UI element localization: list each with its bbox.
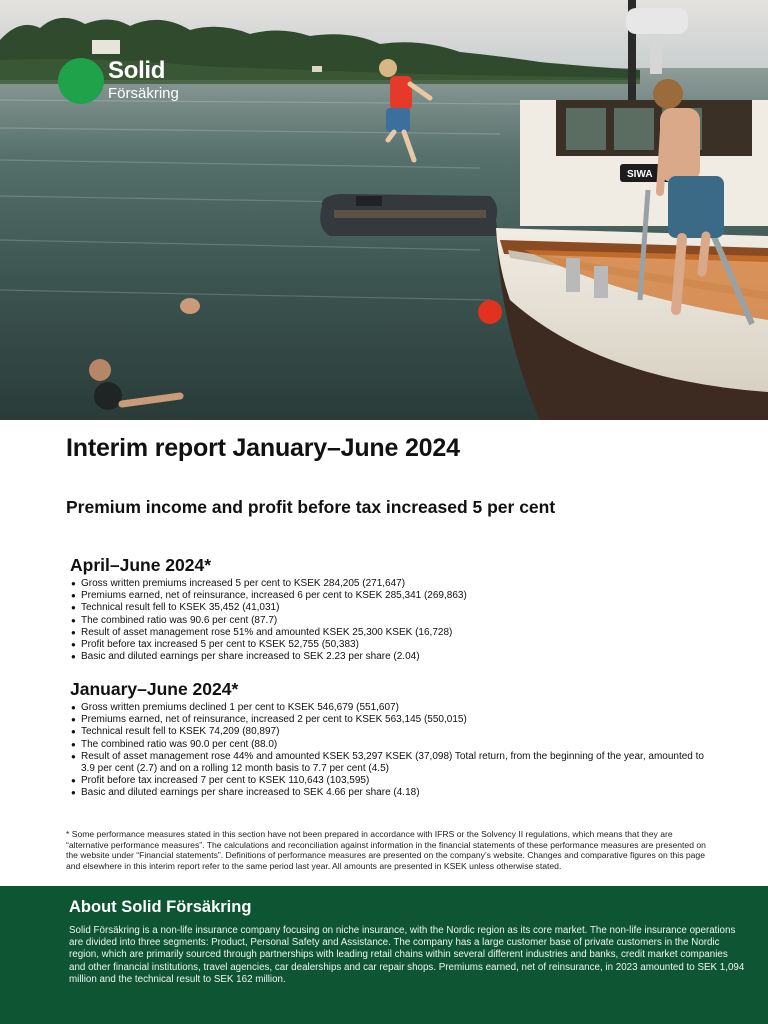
list-item: ● The combined ratio was 90.6 per cent (87.7)	[71, 615, 711, 627]
list-item: ● Basic and diluted earnings per share increased to SEK 2.23 per share (2.04)	[71, 651, 711, 663]
logo-subtitle: Försäkring	[108, 85, 179, 102]
list-item: ● Technical result fell to KSEK 74,209 (80,897)	[71, 726, 711, 738]
section-heading: April–June 2024*	[70, 555, 212, 575]
boat-name-plate: SIWA	[627, 169, 653, 180]
list-item: ● Technical result fell to KSEK 35,452 (41,031)	[71, 602, 711, 614]
solid-logo	[58, 58, 248, 108]
logo-circle-icon	[58, 58, 104, 104]
section-january-june	[71, 679, 711, 800]
buoy	[478, 300, 502, 324]
report-headline: Premium income and profit before tax increased 5 per cent	[66, 497, 556, 517]
list-item: ● Result of asset management rose 51% and amounted KSEK 25,300 KSEK (16,728)	[71, 627, 711, 639]
bullet-list	[71, 702, 711, 800]
report-title: Interim report January–June 2024	[66, 434, 460, 462]
section-heading: January–June 2024*	[70, 679, 239, 699]
logo-wordmark: Solid	[108, 57, 166, 84]
list-item: ● Result of asset management rose 44% and amounted KSEK 53,297 KSEK (37,098) Total return, from the beginning of the year, amounted to 3.9 per cent (2.7) and on a rolling 12 month basis to 7.7 per cent (4.5)	[71, 751, 711, 775]
footnote: * Some performance measures stated in this section have not been prepared in accordance with IFRS or the Solvency II regulations, which means that they are “alternative performance measures”. The calculations and reconciliation against information in the financial statements of these performance measures are presented on the website under “Financial statements”. Definitions of performance measures are presented on the company’s website. Changes and comparative figures on this page and elsewhere in this interim report refer to the same period last year. All amounts are presented in KSEK unless otherwise stated.	[66, 829, 706, 871]
list-item: ● Gross written premiums declined 1 per cent to KSEK 546,679 (551,607)	[71, 702, 711, 714]
about-panel	[0, 886, 768, 1024]
about-body: Solid Försäkring is a non-life insurance company focusing on niche insurance, with the Nordic region as its core market. The non-life insurance operations are divided into three segments: Product, Personal Safety and Assistance. The company has a large customer base of private customers in the Nordic region, which are primarily sourced through partnerships with leading retail chains within several different industries and banks, credit market companies and other financial institutions, travel agencies, car dealerships and car repair shops. Premiums earned, net of reinsurance, in 2023 amounted to SEK 1,094 million and the technical result to SEK 162 million.	[69, 925, 745, 985]
list-item: ● Premiums earned, net of reinsurance, increased 6 per cent to KSEK 285,341 (269,863)	[71, 590, 711, 602]
list-item: ● The combined ratio was 90.0 per cent (88.0)	[71, 739, 711, 751]
about-heading: About Solid Försäkring	[69, 898, 252, 916]
section-april-june	[71, 555, 711, 663]
bullet-list	[71, 578, 711, 663]
cover-photo	[0, 0, 768, 420]
list-item: ● Gross written premiums increased 5 per cent to KSEK 284,205 (271,647)	[71, 578, 711, 590]
list-item: ● Profit before tax increased 7 per cent to KSEK 110,643 (103,595)	[71, 775, 711, 787]
list-item: ● Basic and diluted earnings per share increased to SEK 4.66 per share (4.18)	[71, 787, 711, 799]
list-item: ● Premiums earned, net of reinsurance, increased 2 per cent to KSEK 563,145 (550,015)	[71, 714, 711, 726]
house	[92, 40, 120, 54]
list-item: ● Profit before tax increased 5 per cent to KSEK 52,755 (50,383)	[71, 639, 711, 651]
dinghy	[320, 194, 498, 236]
